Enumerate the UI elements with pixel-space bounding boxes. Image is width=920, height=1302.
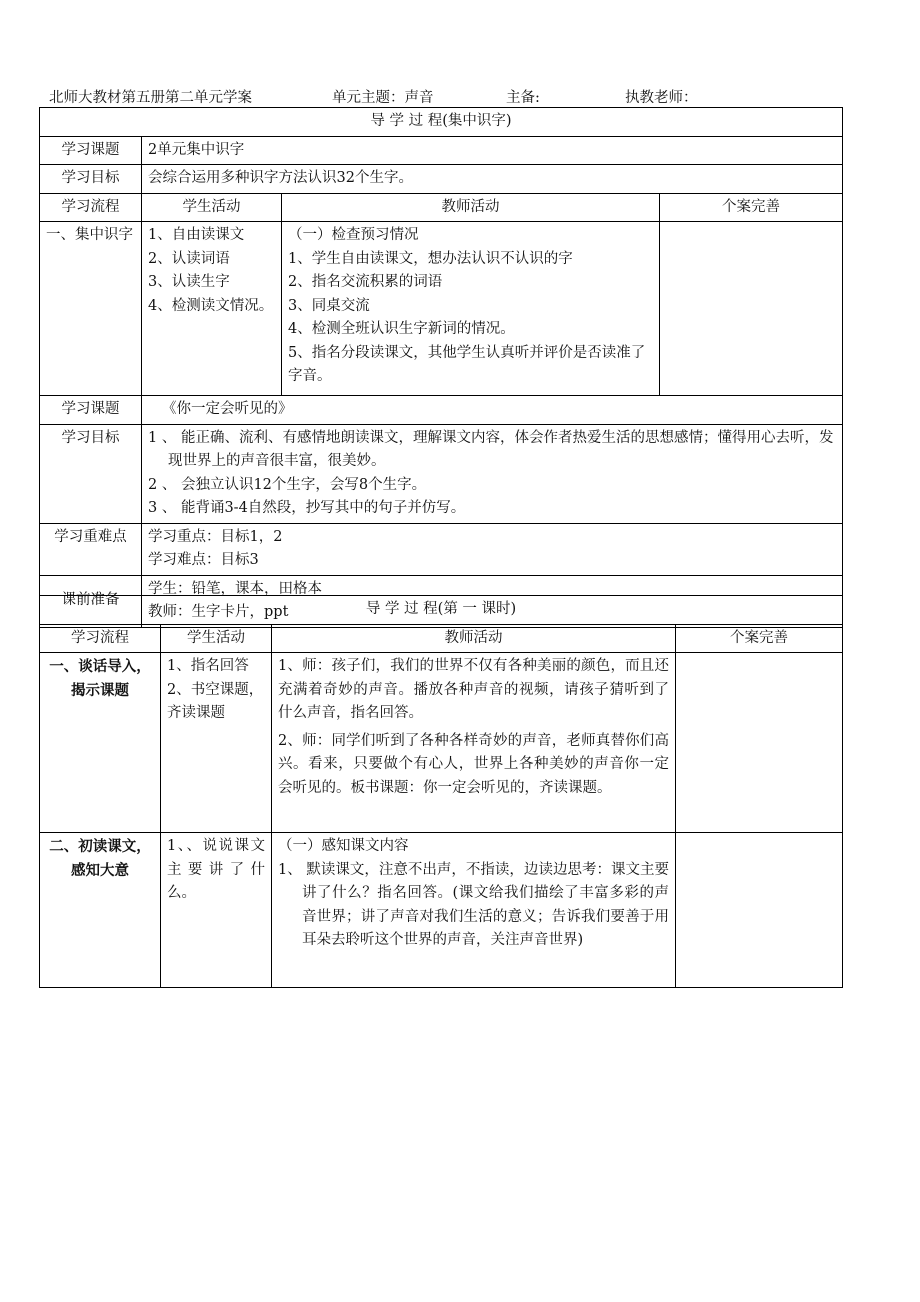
notes-cell bbox=[676, 653, 843, 833]
list-item: 学生：铅笔，课本，田格本 bbox=[148, 580, 322, 597]
goal-value: 会综合运用多种识字方法认识32个生字。 bbox=[142, 165, 843, 194]
flow-line: 揭示课题 bbox=[71, 681, 129, 699]
document-header bbox=[49, 86, 889, 106]
lesson-table bbox=[39, 595, 843, 988]
goals-label: 学习目标 bbox=[40, 424, 142, 523]
notes-cell bbox=[660, 222, 843, 396]
list-item: 3 、 能背诵3-4自然段，抄写其中的句子并仿写。 bbox=[148, 500, 466, 516]
key-points-cell bbox=[142, 523, 843, 575]
list-item: 5、指名分段读课文，其他学生认真听并评价是否读准了字音。 bbox=[288, 344, 646, 384]
col-header-notes: 个案完善 bbox=[660, 193, 843, 222]
notes-cell bbox=[676, 833, 843, 988]
list-item: （一）感知课文内容 bbox=[278, 838, 409, 854]
goal-label: 学习目标 bbox=[40, 165, 142, 194]
col-header-student: 学生活动 bbox=[142, 193, 282, 222]
list-item: 2、师：同学们听到了各种各样奇妙的声音，老师真替你们高兴。看来，只要做个有心人，世界上各种美妙的声音你一定会听见的。板书课题：你一定会听见的，齐读课题。 bbox=[278, 732, 669, 796]
teacher-activity-cell bbox=[272, 833, 676, 988]
student-activity-cell bbox=[161, 653, 272, 833]
prep-label: 课前准备 bbox=[40, 575, 142, 627]
list-item: 1 、 能正确、流利、有感情地朗读课文，理解课文内容，体会作者热爱生活的思想感情；懂得用心去听，发现世界上的声音很丰富，很美妙。 bbox=[148, 429, 834, 469]
textbook-label: 北师大教材第五册第二单元学案 bbox=[49, 90, 252, 106]
teacher-label: 执教老师： bbox=[625, 90, 698, 106]
list-item: 1、学生自由读课文，想办法认识不认识的字 bbox=[288, 250, 573, 267]
col-header-flow: 学习流程 bbox=[40, 624, 161, 653]
flow-line: 感知大意 bbox=[71, 861, 129, 879]
list-item: 1、自由读课文 bbox=[148, 227, 245, 243]
teacher-activity-cell bbox=[282, 222, 660, 396]
col-header-student: 学生活动 bbox=[161, 624, 272, 653]
list-item: 1、、说说课文主要讲了什么。 bbox=[167, 838, 265, 901]
flow-line: 二、初读课文， bbox=[49, 838, 151, 855]
topic-label: 学习课题 bbox=[40, 136, 142, 165]
col-header-notes: 个案完善 bbox=[676, 624, 843, 653]
goals-cell bbox=[142, 424, 843, 523]
list-item: 3、认读生字 bbox=[148, 274, 230, 290]
col-header-flow: 学习流程 bbox=[40, 193, 142, 222]
flow-cell: 一、集中识字 bbox=[40, 222, 142, 396]
list-item: 2 、 会独立认识12个生字，会写8个生字。 bbox=[148, 476, 427, 493]
lesson-label: 学习课题 bbox=[40, 396, 142, 425]
list-item: 学习难点：目标3 bbox=[148, 552, 259, 568]
student-activity-cell bbox=[161, 833, 272, 988]
list-item: 2、认读词语 bbox=[148, 250, 230, 267]
list-item: 2、书空课题，齐读课题 bbox=[167, 681, 264, 721]
col-header-teacher: 教师活动 bbox=[282, 193, 660, 222]
preparer-label: 主备: bbox=[506, 90, 540, 106]
list-item: 2、指名交流积累的词语 bbox=[288, 274, 443, 290]
lesson-value: 《你一定会听见的》 bbox=[142, 396, 843, 425]
unit-theme-label: 单元主题：声音 bbox=[332, 90, 434, 106]
section-title: 导 学 过 程(集中识字) bbox=[40, 108, 843, 137]
teacher-activity-cell bbox=[272, 653, 676, 833]
flow-cell bbox=[40, 833, 161, 988]
section-title: 导 学 过 程(第 一 课时) bbox=[40, 596, 843, 625]
flow-cell bbox=[40, 653, 161, 833]
list-item: 1、指名回答 bbox=[167, 658, 249, 674]
key-points-label: 学习重难点 bbox=[40, 523, 142, 575]
student-activity-cell bbox=[142, 222, 282, 396]
flow-line: 一、谈话导入， bbox=[49, 658, 151, 675]
list-item: 4、检测读文情况。 bbox=[148, 297, 274, 314]
list-item: 教师：生字卡片，ppt bbox=[148, 604, 289, 620]
list-item: （一）检查预习情况 bbox=[288, 227, 419, 243]
list-item: 1、 默读课文，注意不出声，不指读，边读边思考：课文主要讲了什么？指名回答。(课文给我们描绘了丰富多彩的声音世界；讲了声音对我们生活的意义；告诉我们要善于用耳朵去聆听这个世界的声音，关注声音世界) bbox=[278, 861, 669, 948]
list-item: 3、同桌交流 bbox=[288, 297, 370, 314]
list-item: 1、师：孩子们，我们的世界不仅有各种美丽的颜色，而且还充满着奇妙的声音。播放各种声音的视频，请孩子猜听到了什么声音，指名回答。 bbox=[278, 658, 669, 721]
list-item: 4、检测全班认识生字新词的情况。 bbox=[288, 321, 515, 337]
literacy-table bbox=[39, 107, 843, 628]
col-header-teacher: 教师活动 bbox=[272, 624, 676, 653]
list-item: 学习重点：目标1，2 bbox=[148, 528, 283, 545]
topic-value: 2单元集中识字 bbox=[142, 136, 843, 165]
